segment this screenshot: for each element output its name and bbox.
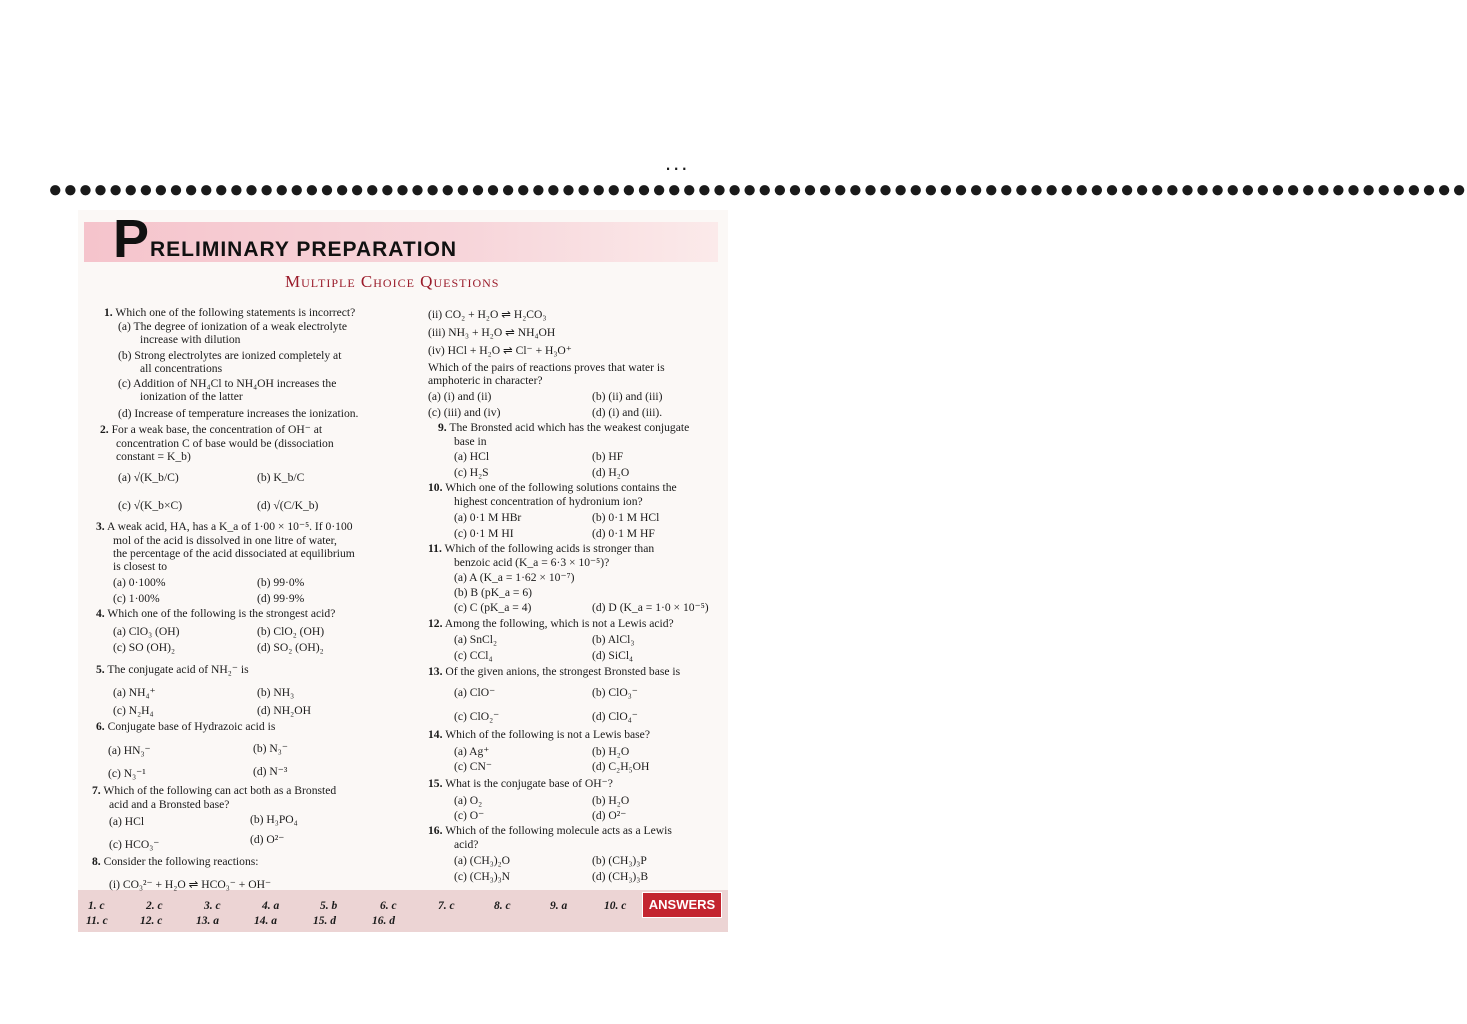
answer-cell: 9. a <box>550 900 568 912</box>
left-column-line: (d) 99·9% <box>257 592 305 605</box>
right-column-line: 10. Which one of the following solutions contains the <box>428 481 677 494</box>
left-column-line: (a) 0·100% <box>113 576 166 589</box>
left-column-line: (a) ClO₃ (OH) <box>113 625 180 638</box>
answer-cell: 6. c <box>380 900 397 912</box>
left-column-line: (a) NH₄⁺ <box>113 686 156 699</box>
right-column-line: (c) O⁻ <box>454 809 485 822</box>
answer-cell: 10. c <box>604 900 627 912</box>
left-column-line: (c) N₂H₄ <box>113 704 154 717</box>
answer-cell: 2. c <box>146 900 163 912</box>
right-column-line: (d) D (K_a = 1·0 × 10⁻⁵) <box>592 601 709 614</box>
answer-cell: 4. a <box>262 900 280 912</box>
right-column-line: base in <box>454 435 487 448</box>
right-column-line: (a) SnCl₂ <box>454 633 498 646</box>
right-column-line: 11. Which of the following acids is stronger than <box>428 542 655 555</box>
right-column-line: 13. Of the given anions, the strongest Bronsted base is <box>428 665 681 678</box>
right-column-line: (d) (CH₃)₃B <box>592 870 649 883</box>
right-column-line: (c) CN⁻ <box>454 760 492 773</box>
left-column-line: all concentrations <box>140 362 223 375</box>
right-column-line: (a) O₂ <box>454 794 483 807</box>
left-column-line: (b) N₃⁻ <box>253 742 288 755</box>
left-column-line: (d) Increase of temperature increases the ionization. <box>118 407 359 420</box>
left-column-line: 1. Which one of the following statements is incorrect? <box>104 306 356 319</box>
answer-cell: 12. c <box>140 915 163 927</box>
right-column-line: 16. Which of the following molecule acts as a Lewis <box>428 824 672 837</box>
dot-divider: ●●●●●●●●●●●●●●●●●●●●●●●●●●●●●●●●●●●●●●●●●●●●●●●●●●●●●●●●●●●●●●●●●●●●●●●●●●●●●●●●●●●●●●●●●●●●●● <box>48 176 1467 203</box>
left-column-line: (b) K_b/C <box>257 471 305 484</box>
right-column-line: 12. Among the following, which is not a Lewis acid? <box>428 617 674 630</box>
left-column-line: constant = K_b) <box>116 450 191 463</box>
left-column-line: (a) HCl <box>109 815 145 828</box>
left-column-line: increase with dilution <box>140 333 241 346</box>
right-column-line: (a) Ag⁺ <box>454 745 490 758</box>
left-column-line: (d) O²⁻ <box>250 833 285 846</box>
right-column-line: (b) H₂O <box>592 794 630 807</box>
left-column-line: (d) NH₂OH <box>257 704 311 717</box>
right-column-line: (a) A (K_a = 1·62 × 10⁻⁷) <box>454 571 575 584</box>
right-column-line: (a) (CH₃)₂O <box>454 854 511 867</box>
right-column-line: 15. What is the conjugate base of OH⁻? <box>428 777 613 790</box>
left-column-line: (d) √(C/K_b) <box>257 499 319 512</box>
answer-cell: 8. c <box>494 900 511 912</box>
right-column-line: (iv) HCl + H₂O ⇌ Cl⁻ + H₃O⁺ <box>428 344 572 357</box>
right-column-line: amphoteric in character? <box>428 374 543 387</box>
right-column-line: (c) C (pK_a = 4) <box>454 601 532 614</box>
left-column-line: (c) √(K_b×C) <box>118 499 183 512</box>
left-column-line: (b) H₃PO₄ <box>250 813 298 826</box>
left-column-line: (b) 99·0% <box>257 576 305 589</box>
right-column-line: (a) HCl <box>454 450 490 463</box>
right-column-line: highest concentration of hydronium ion? <box>454 495 643 508</box>
right-column-line: (b) (ii) and (iii) <box>592 390 663 403</box>
left-column-line: 5. The conjugate acid of NH₂⁻ is <box>96 663 249 676</box>
right-column-line: benzoic acid (K_a = 6·3 × 10⁻⁵)? <box>454 556 610 569</box>
right-column-line: (ii) CO₂ + H₂O ⇌ H₂CO₃ <box>428 308 547 321</box>
right-column-line: (b) (CH₃)₃P <box>592 854 647 867</box>
right-column-line: (d) (i) and (iii). <box>592 406 663 419</box>
page-title: RELIMINARY PREPARATION <box>150 238 458 261</box>
left-column-line: acid and a Bronsted base? <box>109 798 230 811</box>
left-column-line: (a) √(K_b/C) <box>118 471 179 484</box>
right-column-line: (c) 0·1 M HI <box>454 527 514 540</box>
left-column-line: ionization of the latter <box>140 390 243 403</box>
right-column-line: (b) H₂O <box>592 745 630 758</box>
left-column-line: 4. Which one of the following is the strongest acid? <box>96 607 336 620</box>
title-initial: P <box>113 209 150 269</box>
right-column-line: (b) 0·1 M HCl <box>592 511 660 524</box>
left-column-line: (b) NH₃ <box>257 686 295 699</box>
answer-cell: 16. d <box>372 915 395 927</box>
left-column-line: (i) CO₃²⁻ + H₂O ⇌ HCO₃⁻ + OH⁻ <box>109 878 272 891</box>
answer-cell: 1. c <box>88 900 105 912</box>
right-column-line: (d) C₂H₅OH <box>592 760 650 773</box>
right-column-line: (a) ClO⁻ <box>454 686 496 699</box>
left-column-line: is closest to <box>113 560 168 573</box>
left-column-line: 2. For a weak base, the concentration of OH⁻ at <box>100 423 323 436</box>
right-column-line: (iii) NH₃ + H₂O ⇌ NH₄OH <box>428 326 556 339</box>
right-column-line: (c) H₂S <box>454 466 489 479</box>
right-column-line: (c) ClO₂⁻ <box>454 710 500 723</box>
section-subtitle: Multiple Choice Questions <box>285 272 500 291</box>
right-column-line: Which of the pairs of reactions proves that water is <box>428 361 665 374</box>
left-column-line: (c) HCO₃⁻ <box>109 838 160 851</box>
answers-badge: ANSWERS <box>642 892 722 918</box>
right-column-line: (b) AlCl₃ <box>592 633 635 646</box>
left-column-line: the percentage of the acid dissociated at equilibrium <box>113 547 355 560</box>
right-column-line: (c) CCl₄ <box>454 649 493 662</box>
left-column-line: (b) Strong electrolytes are ionized completely at <box>118 349 342 362</box>
answer-cell: 13. a <box>196 915 219 927</box>
left-column-line: mol of the acid is dissolved in one litre of water, <box>113 534 337 547</box>
right-column-line: (c) (iii) and (iv) <box>428 406 501 419</box>
left-column-line: 6. Conjugate base of Hydrazoic acid is <box>96 720 276 733</box>
right-column-line: (d) O²⁻ <box>592 809 627 822</box>
left-column-line: concentration C of base would be (dissociation <box>116 437 334 450</box>
right-column-line: (a) (i) and (ii) <box>428 390 492 403</box>
answer-cell: 5. b <box>320 900 338 912</box>
right-column-line: (d) 0·1 M HF <box>592 527 655 540</box>
right-column-line: 9. The Bronsted acid which has the weakest conjugate <box>438 421 690 434</box>
right-column-line: (d) H₂O <box>592 466 630 479</box>
left-column-line: (a) HN₃⁻ <box>108 744 151 757</box>
right-column-line: (a) 0·1 M HBr <box>454 511 522 524</box>
left-column-line: (c) Addition of NH₄Cl to NH₄OH increases the <box>118 377 337 390</box>
left-column-line: 7. Which of the following can act both as a Bronsted <box>92 784 337 797</box>
left-column-line: (a) The degree of ionization of a weak electrolyte <box>118 320 347 333</box>
left-column-line: (d) N⁻³ <box>253 765 288 778</box>
answer-cell: 15. d <box>313 915 336 927</box>
right-column-line: acid? <box>454 838 479 851</box>
answer-cell: 14. a <box>254 915 277 927</box>
left-column-line: (d) SO₂ (OH)₂ <box>257 641 324 654</box>
answer-cell: 11. c <box>86 915 108 927</box>
answers-band <box>78 890 728 932</box>
left-column-line: 3. A weak acid, HA, has a K_a of 1·00 × 10⁻⁵. If 0·100 <box>96 520 353 533</box>
left-column-line: (b) ClO₂ (OH) <box>257 625 325 638</box>
answer-cell: 3. c <box>204 900 221 912</box>
right-column-line: (b) HF <box>592 450 624 463</box>
left-column-line: (c) 1·00% <box>113 592 160 605</box>
right-column-line: (c) (CH₃)₃N <box>454 870 511 883</box>
left-column-line: (c) SO (OH)₂ <box>113 641 175 654</box>
right-column-line: 14. Which of the following is not a Lewis base? <box>428 728 650 741</box>
right-column-line: (b) ClO₃⁻ <box>592 686 638 699</box>
left-column-line: 8. Consider the following reactions: <box>92 855 259 868</box>
top-ellipsis: ... <box>665 150 690 175</box>
right-column-line: (d) ClO₄⁻ <box>592 710 638 723</box>
right-column-line: (b) B (pK_a = 6) <box>454 586 533 599</box>
left-column-line: (c) N₃⁻¹ <box>108 767 146 780</box>
right-column-line: (d) SiCl₄ <box>592 649 634 662</box>
answer-cell: 7. c <box>438 900 455 912</box>
